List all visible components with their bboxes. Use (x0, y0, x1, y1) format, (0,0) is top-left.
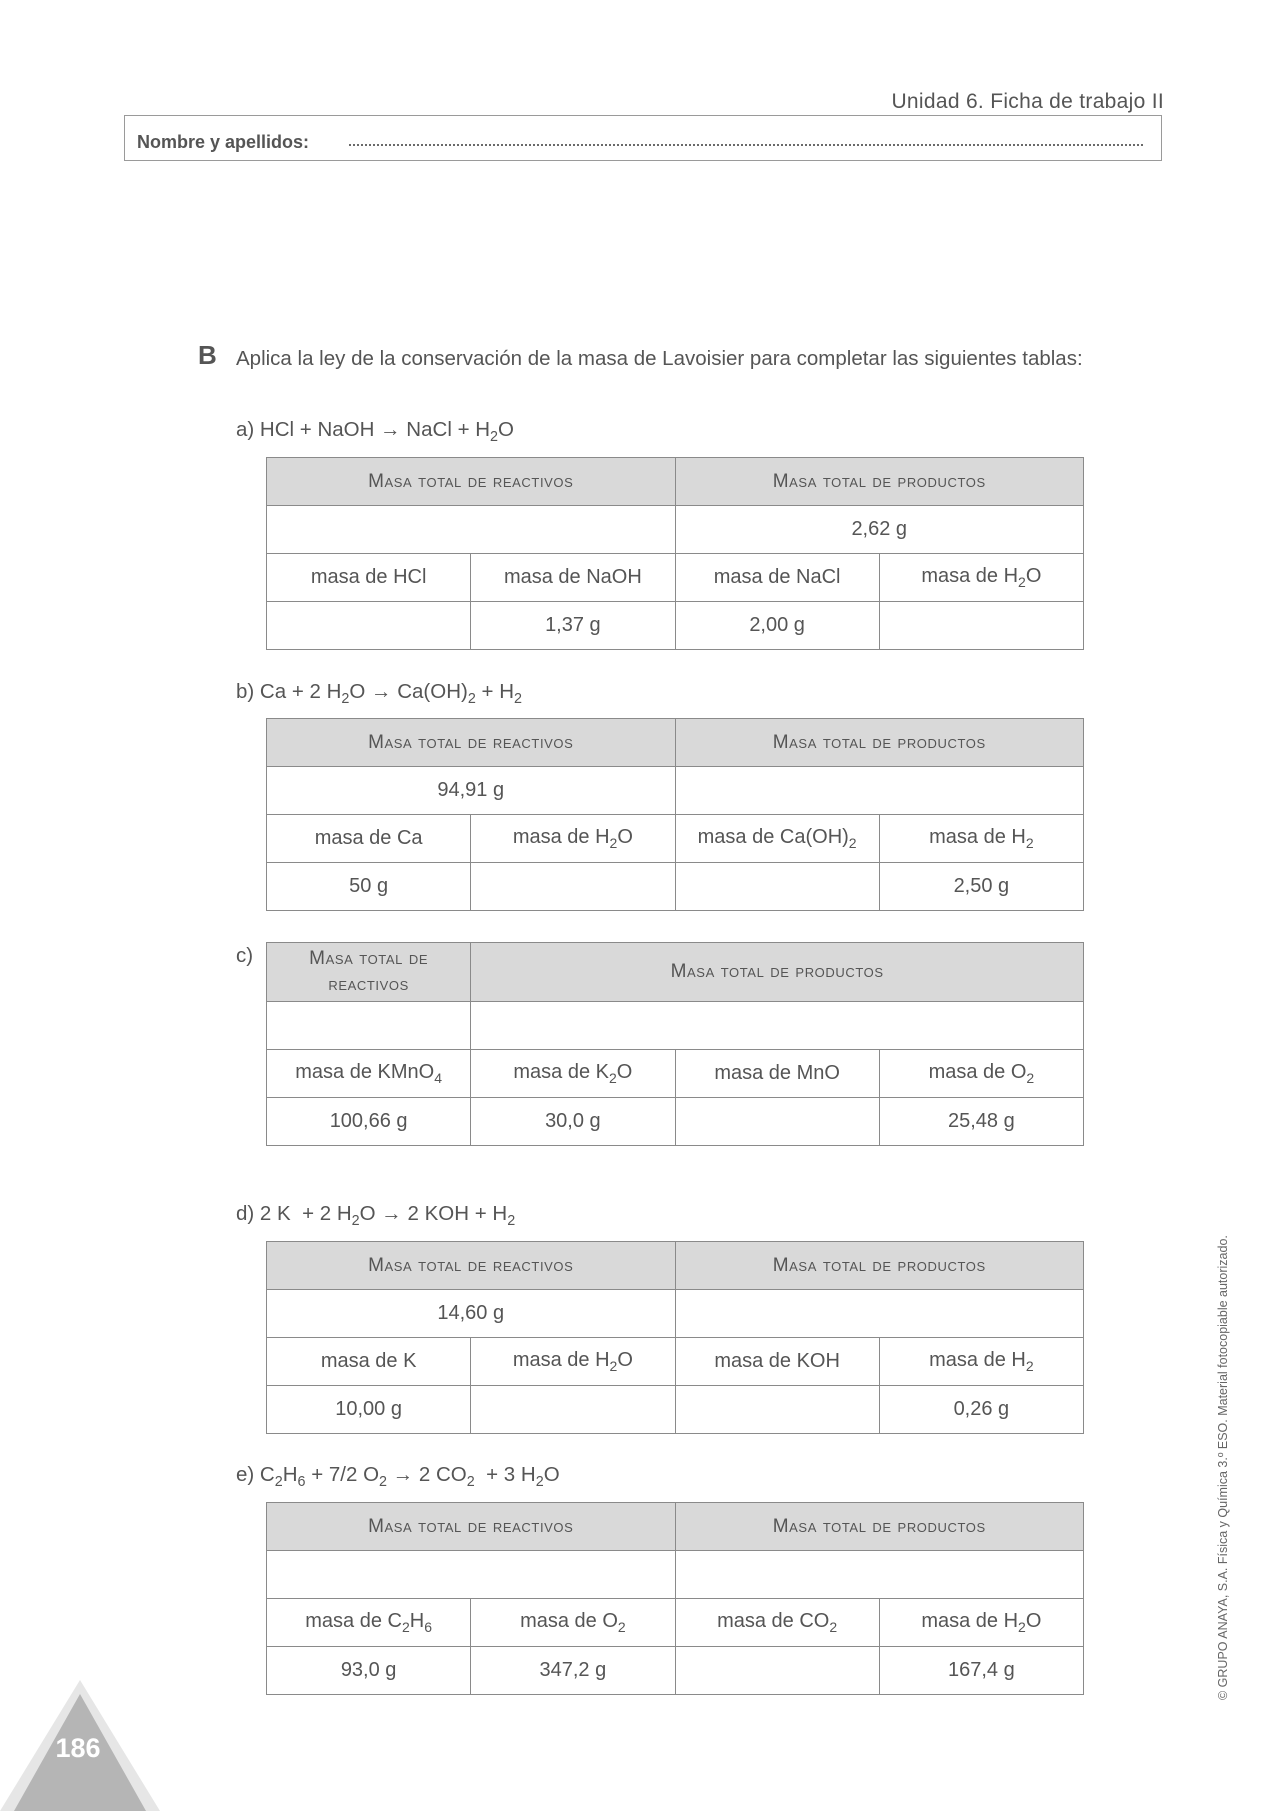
products-header: Masa total de productos (675, 1242, 1084, 1290)
table-a (266, 457, 1084, 650)
products-header: Masa total de productos (675, 1503, 1084, 1551)
column-label: masa de $K_2O$ (471, 1050, 675, 1098)
column-label: masa de $H_2$ (879, 815, 1083, 863)
mass-cell (471, 863, 675, 911)
column-label: masa de $H_2O$ (879, 554, 1083, 602)
column-label: masa de $H_2O$ (879, 1599, 1083, 1647)
column-label: masa de K (267, 1338, 471, 1386)
equation-a: a) HCl + NaOH → NaCl + $H_2O$ (236, 418, 514, 446)
mass-cell (675, 863, 879, 911)
products-header: Masa total de productos (675, 719, 1084, 767)
mass-cell (675, 1098, 879, 1146)
reactants-header: Masa total de reactivos (267, 1242, 676, 1290)
mass-cell: 1,37 g (471, 602, 675, 650)
reactants-header: Masa total de reactivos (267, 943, 471, 1002)
mass-cell: 347,2 g (471, 1647, 675, 1695)
reactants-header: Masa total de reactivos (267, 719, 676, 767)
column-label: masa de $Ca(OH)_2$ (675, 815, 879, 863)
column-label: masa de NaOH (471, 554, 675, 602)
mass-cell (675, 1647, 879, 1695)
column-label: masa de NaCl (675, 554, 879, 602)
mass-cell: 0,26 g (879, 1386, 1083, 1434)
total-reactants-cell: 14,60 g (267, 1290, 676, 1338)
column-label: masa de MnO (675, 1050, 879, 1098)
label-c: c) (236, 944, 254, 967)
equation-d: d) 2 K + 2 $H_2O \to 2$ KOH + $H_2$ (236, 1202, 516, 1230)
table-e (266, 1502, 1084, 1695)
mass-cell (675, 1386, 879, 1434)
column-label: masa de HCl (267, 554, 471, 602)
mass-cell (879, 602, 1083, 650)
products-header: Masa total de productos (471, 943, 1084, 1002)
total-products-cell (675, 767, 1084, 815)
column-label: masa de $H_2O$ (471, 1338, 675, 1386)
column-label: masa de $CO_2$ (675, 1599, 879, 1647)
page-number: 186 (55, 1733, 101, 1763)
equation-e: e) $C_2H_6 + 7/2$ $O_2 \to 2$ $CO_2 + 3$ $H_2O$ (236, 1463, 560, 1491)
total-products-cell (471, 1002, 1084, 1050)
column-label: masa de KMnO$_4$ (267, 1050, 471, 1098)
column-label: masa de $O_2$ (471, 1599, 675, 1647)
total-reactants-cell (267, 1551, 676, 1599)
equation-b: b) Ca + 2 $H_2O \to Ca(OH)_2 + H_2$ (236, 680, 522, 708)
name-dotted-line (349, 144, 1143, 146)
column-label: masa de $C_2H_6$ (267, 1599, 471, 1647)
mass-cell (267, 602, 471, 650)
column-label: masa de KOH (675, 1338, 879, 1386)
column-label: masa de Ca (267, 815, 471, 863)
section-letter: B (198, 340, 217, 370)
mass-cell: 167,4 g (879, 1647, 1083, 1695)
mass-cell: 10,00 g (267, 1386, 471, 1434)
unit-title: Unidad 6. Ficha de trabajo II (891, 90, 1164, 113)
table-b (266, 718, 1084, 911)
total-products-cell: 2,62 g (675, 506, 1084, 554)
mass-cell: 30,0 g (471, 1098, 675, 1146)
mass-cell: 100,66 g (267, 1098, 471, 1146)
mass-cell: 93,0 g (267, 1647, 471, 1695)
reactants-header: Masa total de reactivos (267, 458, 676, 506)
reactants-header: Masa total de reactivos (267, 1503, 676, 1551)
column-label: masa de $H_2$ (879, 1338, 1083, 1386)
total-reactants-cell (267, 1002, 471, 1050)
mass-cell (471, 1386, 675, 1434)
name-box (124, 115, 1162, 161)
total-products-cell (675, 1290, 1084, 1338)
products-header: Masa total de productos (675, 458, 1084, 506)
total-reactants-cell (267, 506, 676, 554)
table-d (266, 1241, 1084, 1434)
total-reactants-cell: 94,91 g (267, 767, 676, 815)
section-instruction: Aplica la ley de la conservación de la masa de Lavoisier para completar las siguientes tablas: (236, 347, 1083, 370)
table-c (266, 942, 1084, 1146)
column-label: masa de $H_2O$ (471, 815, 675, 863)
mass-cell: 50 g (267, 863, 471, 911)
name-label: Nombre y apellidos: (137, 132, 310, 152)
mass-cell: 25,48 g (879, 1098, 1083, 1146)
total-products-cell (675, 1551, 1084, 1599)
copyright-note: © GRUPO ANAYA, S.A. Física y Química 3.º ESO. Material fotocopiable autorizado. (1216, 1235, 1230, 1700)
column-label: masa de $O_2$ (879, 1050, 1083, 1098)
mass-cell: 2,50 g (879, 863, 1083, 911)
mass-cell: 2,00 g (675, 602, 879, 650)
